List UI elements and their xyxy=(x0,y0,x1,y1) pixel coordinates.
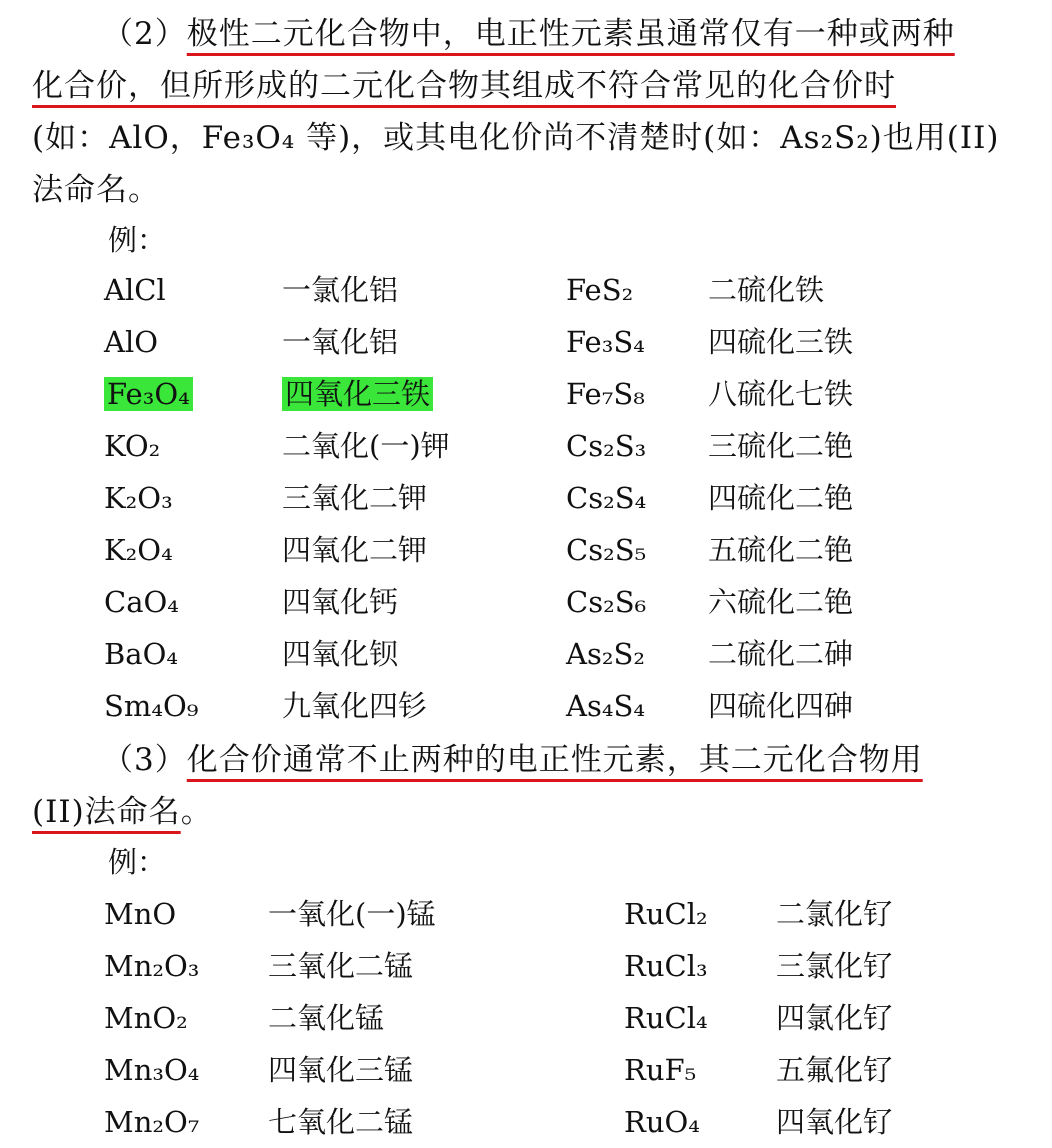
name-cell xyxy=(282,368,433,420)
compound-table-2 xyxy=(0,264,1052,732)
section-3-line-2 xyxy=(32,786,1030,838)
formula-cell: AlO xyxy=(104,325,158,359)
formula-cell xyxy=(104,368,193,420)
formula-cell: Mn₂O₃ xyxy=(104,949,200,983)
formula-cell: As₂S₂ xyxy=(566,637,645,671)
formula-cell: Cs₂S₅ xyxy=(566,533,647,567)
name-cell: 五氟化钌 xyxy=(776,1053,893,1087)
section-3-underlined-text-2: (II)法命名 xyxy=(32,794,181,830)
name-cell: 四氧化钙 xyxy=(282,585,399,619)
name-cell: 二氧化锰 xyxy=(268,1001,385,1035)
formula-cell: K₂O₄ xyxy=(104,533,173,567)
formula-cell: AlCl xyxy=(104,273,166,307)
section-2-paragraph xyxy=(32,8,1030,216)
formula-cell: RuCl₃ xyxy=(624,949,708,983)
section-3-line-1 xyxy=(32,734,1030,786)
formula-cell: K₂O₃ xyxy=(104,481,173,515)
section-2-line-4: 法命名。 xyxy=(32,172,160,208)
name-cell: 四氧化钡 xyxy=(282,637,399,671)
section-3-number: （3） xyxy=(102,742,187,778)
formula-cell: Fe₇S₈ xyxy=(566,377,645,411)
formula-cell: Cs₂S₆ xyxy=(566,585,647,619)
table-row xyxy=(0,472,1052,524)
table-row xyxy=(0,940,1052,992)
table-row xyxy=(0,420,1052,472)
formula-cell: RuF₅ xyxy=(624,1053,697,1087)
formula-cell: Sm₄O₉ xyxy=(104,689,199,723)
table-row xyxy=(0,1096,1052,1148)
table-row xyxy=(0,264,1052,316)
formula-cell: BaO₄ xyxy=(104,637,179,671)
formula-cell: As₄S₄ xyxy=(566,689,645,723)
table-row xyxy=(0,888,1052,940)
formula-cell: MnO xyxy=(104,897,177,931)
compound-table-3 xyxy=(0,888,1052,1148)
section-2-number: （2） xyxy=(102,16,187,52)
section-2-underlined-text: 极性二元化合物中，电正性元素虽通常仅有一种或两种 xyxy=(186,16,955,52)
name-cell: 二硫化二砷 xyxy=(708,637,854,671)
name-cell: 七氧化二锰 xyxy=(268,1105,414,1139)
name-cell: 一氧化(一)锰 xyxy=(268,897,436,931)
section-3-paragraph xyxy=(32,734,1030,838)
name-cell: 三氧化二锰 xyxy=(268,949,414,983)
formula-cell: Mn₂O₇ xyxy=(104,1105,200,1139)
formula-cell: Cs₂S₄ xyxy=(566,481,647,515)
name-cell: 二氯化钌 xyxy=(776,897,893,931)
name-cell: 五硫化二铯 xyxy=(708,533,854,567)
section-3-tail: 。 xyxy=(180,794,213,830)
table-row xyxy=(0,576,1052,628)
name-cell: 四硫化四砷 xyxy=(708,689,854,723)
formula-cell: MnO₂ xyxy=(104,1001,188,1035)
table-row xyxy=(0,524,1052,576)
name-cell: 一氯化铝 xyxy=(282,273,399,307)
name-cell: 三氧化二钾 xyxy=(282,481,428,515)
name-cell: 四硫化三铁 xyxy=(708,325,854,359)
name-cell: 三硫化二铯 xyxy=(708,429,854,463)
name-cell: 二氧化(一)钾 xyxy=(282,429,450,463)
name-cell: 四氧化钌 xyxy=(776,1105,893,1139)
table-row xyxy=(0,316,1052,368)
example-label-2: 例： xyxy=(108,223,167,257)
formula-cell: KO₂ xyxy=(104,429,161,463)
formula-cell: RuO₄ xyxy=(624,1105,700,1139)
table-row xyxy=(0,628,1052,680)
name-cell: 二硫化铁 xyxy=(708,273,825,307)
name-cell: 四氧化三锰 xyxy=(268,1053,414,1087)
section-2-underlined-text-2: 化合价，但所形成的二元化合物其组成不符合常见的化合价时 xyxy=(32,68,896,104)
section-2-line-3: (如：AlO，Fe₃O₄ 等)，或其电化价尚不清楚时(如：As₂S₂)也用(II) xyxy=(32,120,1000,156)
highlighted-text: Fe₃O₄ xyxy=(104,377,193,411)
name-cell: 六硫化二铯 xyxy=(708,585,854,619)
table-row xyxy=(0,368,1052,420)
formula-cell: RuCl₄ xyxy=(624,1001,708,1035)
name-cell: 三氯化钌 xyxy=(776,949,893,983)
name-cell: 四硫化二铯 xyxy=(708,481,854,515)
name-cell: 四氧化二钾 xyxy=(282,533,428,567)
name-cell: 一氧化铝 xyxy=(282,325,399,359)
name-cell: 四氯化钌 xyxy=(776,1001,893,1035)
formula-cell: Cs₂S₃ xyxy=(566,429,647,463)
section-3-underlined-text: 化合价通常不止两种的电正性元素，其二元化合物用 xyxy=(186,742,923,778)
formula-cell: Fe₃S₄ xyxy=(566,325,645,359)
highlighted-text: 四氧化三铁 xyxy=(282,377,433,411)
table-row xyxy=(0,1044,1052,1096)
table-row xyxy=(0,680,1052,732)
section-2-line-2 xyxy=(32,60,1030,112)
formula-cell: RuCl₂ xyxy=(624,897,708,931)
name-cell: 八硫化七铁 xyxy=(708,377,854,411)
table-row xyxy=(0,992,1052,1044)
formula-cell: FeS₂ xyxy=(566,273,634,307)
formula-cell: Mn₃O₄ xyxy=(104,1053,200,1087)
formula-cell: CaO₄ xyxy=(104,585,179,619)
name-cell: 九氧化四钐 xyxy=(282,689,428,723)
section-2-line-1 xyxy=(32,8,1030,60)
example-label-3: 例： xyxy=(108,845,167,879)
